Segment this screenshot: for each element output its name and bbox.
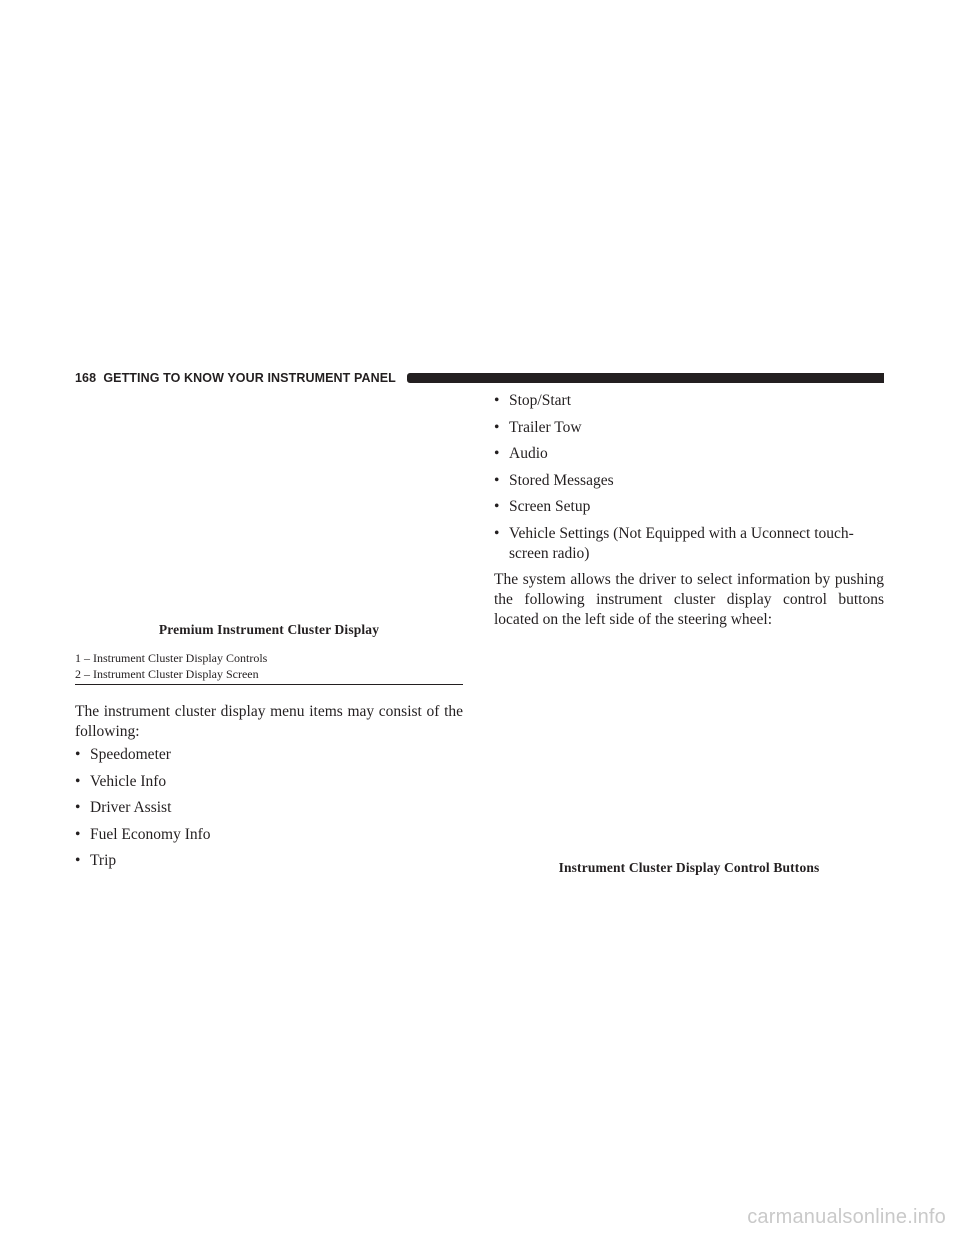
list-item-text: Audio xyxy=(509,445,548,463)
list-item-text: Trailer Tow xyxy=(509,418,582,436)
menu-items-list-continued xyxy=(494,391,884,571)
list-item-text: Stored Messages xyxy=(509,471,614,489)
list-item xyxy=(75,745,463,765)
list-item xyxy=(75,772,463,792)
bullet-icon: • xyxy=(494,418,500,436)
list-item-text: Vehicle Info xyxy=(90,772,167,790)
bullet-icon: • xyxy=(494,445,500,463)
figure-caption-left: Premium Instrument Cluster Display xyxy=(158,622,380,637)
list-item-text: Driver Assist xyxy=(90,799,172,817)
bullet-icon: • xyxy=(494,524,500,542)
bullet-icon: • xyxy=(494,392,500,409)
list-item-text: Trip xyxy=(90,852,117,870)
bullet-icon: • xyxy=(494,471,500,489)
menu-intro xyxy=(75,702,463,742)
list-item-text: Fuel Economy Info xyxy=(90,825,211,843)
page-header xyxy=(75,369,884,387)
bullet-icon: • xyxy=(75,825,81,843)
bullet-icon: • xyxy=(75,852,81,870)
list-item-text: Screen Setup xyxy=(509,498,591,516)
page-number: 168 xyxy=(75,371,97,385)
watermark: carmanualsonline.info xyxy=(747,1206,946,1228)
header-text xyxy=(75,369,396,387)
list-item xyxy=(494,471,884,491)
list-item xyxy=(75,798,463,818)
premium-cluster-figure xyxy=(75,390,463,620)
legend-item: 1 – Instrument Cluster Display Controls xyxy=(75,651,268,665)
list-item xyxy=(494,524,884,564)
bullet-icon: • xyxy=(494,498,500,516)
bullet-icon: • xyxy=(75,772,81,790)
list-item xyxy=(75,825,463,845)
list-item xyxy=(494,391,884,411)
menu-intro-text: The instrument cluster display menu items may consist of the following: xyxy=(75,703,463,740)
figure-legend xyxy=(75,650,463,685)
list-item-text: Vehicle Settings (Not Equipped with a Uconnect touch-screen radio) xyxy=(509,524,854,562)
list-item xyxy=(75,851,463,871)
list-item-text: Speedometer xyxy=(90,746,171,763)
list-item-text: Stop/Start xyxy=(509,392,572,409)
figure-caption-right: Instrument Cluster Display Control Buttons xyxy=(558,860,820,875)
section-title: GETTING TO KNOW YOUR INSTRUMENT PANEL xyxy=(103,371,396,385)
list-item xyxy=(494,418,884,438)
control-buttons-text: The system allows the driver to select information by pushing the following instrument cluster display control buttons located on the left side of the steering wheel: xyxy=(494,571,884,628)
header-rule xyxy=(407,373,884,383)
list-item xyxy=(494,497,884,517)
bullet-icon: • xyxy=(75,799,81,817)
control-buttons-figure xyxy=(494,635,884,855)
legend-item: 2 – Instrument Cluster Display Screen xyxy=(75,667,259,681)
menu-items-list xyxy=(75,745,463,878)
bullet-icon: • xyxy=(75,746,81,763)
control-buttons-intro xyxy=(494,570,884,630)
list-item xyxy=(494,444,884,464)
